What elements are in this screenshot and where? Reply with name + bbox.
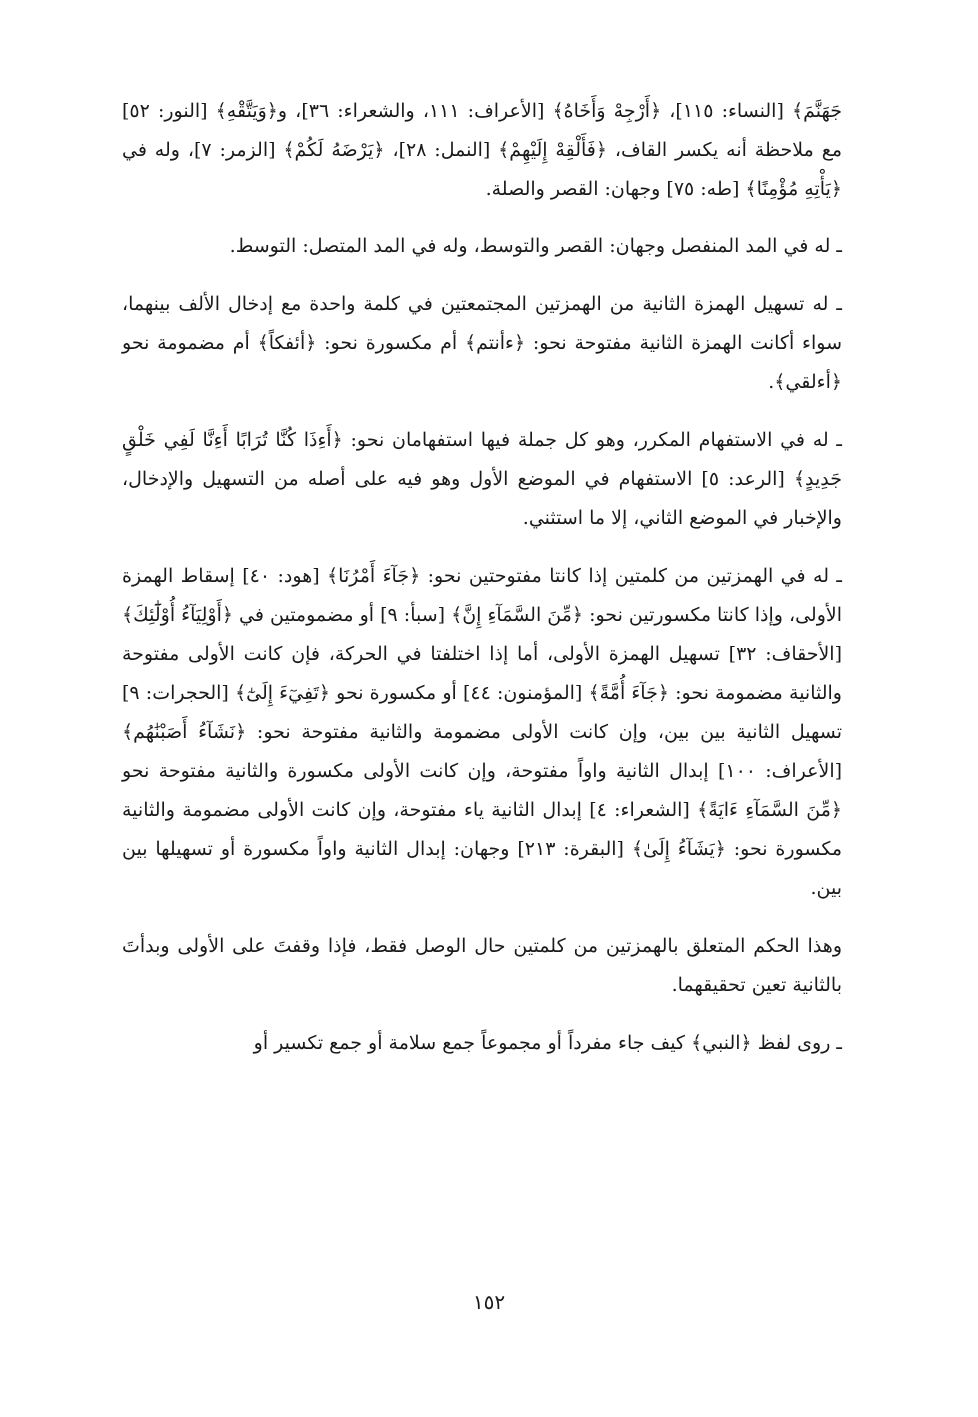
page-number: ١٥٢ <box>472 1290 506 1314</box>
paragraph-1: جَهَنَّمَ﴾ [النساء: ١١٥]، ﴿أَرْجِهْ وَأَخَاهُ﴾ [الأعراف: ١١١، والشعراء: ٣٦]، و﴿وَيَتَّقْهِ﴾ [النور: ٥٢] مع ملاحظة أنه يكسر القاف، ﴿فَأَلْقِهْ إِلَيْهِمْ﴾ [النمل: ٢٨]، ﴿يَرْضَهُ لَكُمْ﴾ [الزمر: ٧]، وله في ﴿يَأْتِهِ مُؤْمِنًا﴾ [طه: ٧٥] وجهان: القصر والصلة. <box>122 100 842 200</box>
paragraph-3: ـ له تسهيل الهمزة الثانية من الهمزتين المجتمعتين في كلمة واحدة مع إدخال الألف بينهما، سواء أكانت الهمزة الثانية مفتوحة نحو: ﴿ءأنتم﴾ أم مكسورة نحو: ﴿أئفكاً﴾ أم مضمومة نحو ﴿أءلقي﴾. <box>122 293 842 393</box>
paragraph-5: ـ له في الهمزتين من كلمتين إذا كانتا مفتوحتين نحو: ﴿جَآءَ أَمْرُنَا﴾ [هود: ٤٠] إسقاط الهمزة الأولى، وإذا كانتا مكسورتين نحو: ﴿مِّنَ السَّمَآءِ إِنَّ﴾ [سبأ: ٩] أو مضمومتين في ﴿أَوْلِيَآءُ أُوْلَٰٓئِكَ﴾ [الأحقاف: ٣٢] تسهيل الهمزة الأولى، أما إذا اختلفتا في الحركة، فإن كانت الأولى مفتوحة والثانية مضمومة نحو: ﴿جَآءَ أُمَّةً﴾ [المؤمنون: ٤٤] أو مكسورة نحو ﴿تَفِيٓءَ إِلَىٰٓ﴾ [الحجرات: ٩] تسهيل الثانية بين بين، وإن كانت الأولى مضمومة والثانية مفتوحة نحو: ﴿نَشَآءُ أَصَبْنَٰهُم﴾ [الأعراف: ١٠٠] إبدال الثانية واواً مفتوحة، وإن كانت الأولى مكسورة والثانية مفتوحة نحو ﴿مِّنَ السَّمَآءِ ءَايَةً﴾ [الشعراء: ٤] إبدال الثانية ياء مفتوحة، وإن كانت الأولى مضمومة والثانية مكسورة نحو: ﴿يَشَآءُ إِلَىٰ﴾ [البقرة: ٢١٣] وجهان: إبدال الثانية واواً مكسورة أو تسهيلها بين بين. <box>122 565 843 899</box>
page-body <box>122 92 842 1082</box>
paragraph-2: ـ له في المد المنفصل وجهان: القصر والتوسط، وله في المد المتصل: التوسط. <box>229 235 842 257</box>
paragraph-6: وهذا الحكم المتعلق بالهمزتين من كلمتين حال الوصل فقط، فإذا وقفتَ على الأولى وبدأتَ بالثانية تعين تحقيقهما. <box>122 935 842 996</box>
paragraph-4: ـ له في الاستفهام المكرر، وهو كل جملة فيها استفهامان نحو: ﴿أَءِذَا كُنَّا تُرَابًا أَءِنَّا لَفِي خَلْقٍ جَدِيدٍ﴾ [الرعد: ٥] الاستفهام في الموضع الأول وهو فيه على أصله من التسهيل والإدخال، والإخبار في الموضع الثاني، إلا ما استثني. <box>122 429 842 529</box>
paragraph-7: ـ روى لفظ ﴿النبي﴾ كيف جاء مفرداً أو مجموعاً جمع سلامة أو جمع تكسير أو <box>253 1032 842 1054</box>
